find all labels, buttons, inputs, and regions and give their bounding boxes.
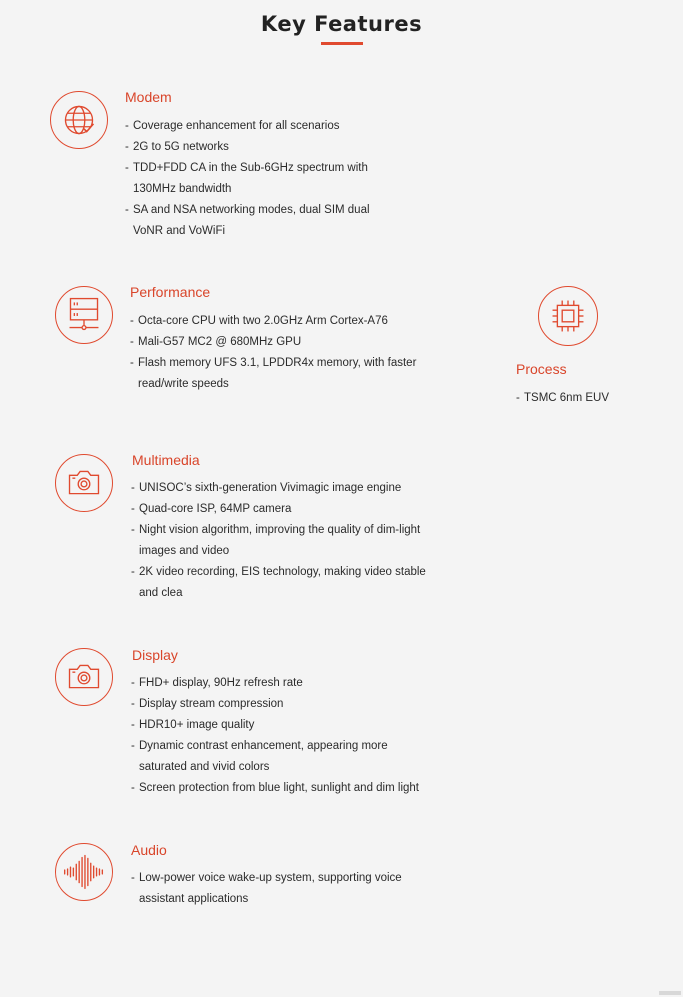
server-icon [55,286,113,344]
list-item: - FHD+ display, 90Hz refresh rate [131,673,451,694]
list-item: - TSMC 6nm EUV [516,388,666,409]
list-item: - Screen protection from blue light, sunlight and dim light [131,778,451,799]
list-item: - Flash memory UFS 3.1, LPDDR4x memory, with faster [130,353,440,374]
audio-list [131,868,451,910]
multimedia-list [131,478,451,604]
multimedia-title: Multimedia [132,452,200,468]
performance-list [130,311,440,395]
list-item-continued: saturated and vivid colors [139,761,270,773]
list-item: - TDD+FDD CA in the Sub-6GHz spectrum with [125,158,425,179]
display-list [131,673,451,799]
list-item: - UNISOC’s sixth-generation Vivimagic image engine [131,478,451,499]
performance-title: Performance [130,284,211,300]
page-title: Key Features [260,12,423,36]
list-item: - SA and NSA networking modes, dual SIM dual [125,200,425,221]
list-item: - 2G to 5G networks [125,137,425,158]
audio-title: Audio [131,842,167,858]
modem-list [125,116,425,242]
list-item-continued: 130MHz bandwidth [133,183,232,195]
list-item-continued: assistant applications [139,893,249,905]
list-item: - 2K video recording, EIS technology, making video stable [131,562,451,583]
corner-mark [659,991,681,995]
chip-icon [538,286,598,346]
process-list [516,388,666,409]
globe-icon [50,91,108,149]
list-item: - Dynamic contrast enhancement, appearing more [131,736,451,757]
list-item-continued: read/write speeds [138,378,229,390]
camera-icon [55,648,113,706]
process-title: Process [516,361,567,377]
list-item-continued: and clea [139,587,183,599]
list-item: - Octa-core CPU with two 2.0GHz Arm Cortex-A76 [130,311,440,332]
list-item: - Display stream compression [131,694,451,715]
soundwave-icon [55,843,113,901]
camera-icon [55,454,113,512]
display-title: Display [132,647,178,663]
title-underline [321,42,363,45]
list-item: - Mali-G57 MC2 @ 680MHz GPU [130,332,440,353]
list-item: - Night vision algorithm, improving the quality of dim-light [131,520,451,541]
list-item: - HDR10+ image quality [131,715,451,736]
list-item: - Coverage enhancement for all scenarios [125,116,425,137]
list-item-continued: images and video [139,545,230,557]
list-item: - Low-power voice wake-up system, supporting voice [131,868,451,889]
list-item-continued: VoNR and VoWiFi [133,225,226,237]
list-item: - Quad-core ISP, 64MP camera [131,499,451,520]
modem-title: Modem [125,89,172,105]
